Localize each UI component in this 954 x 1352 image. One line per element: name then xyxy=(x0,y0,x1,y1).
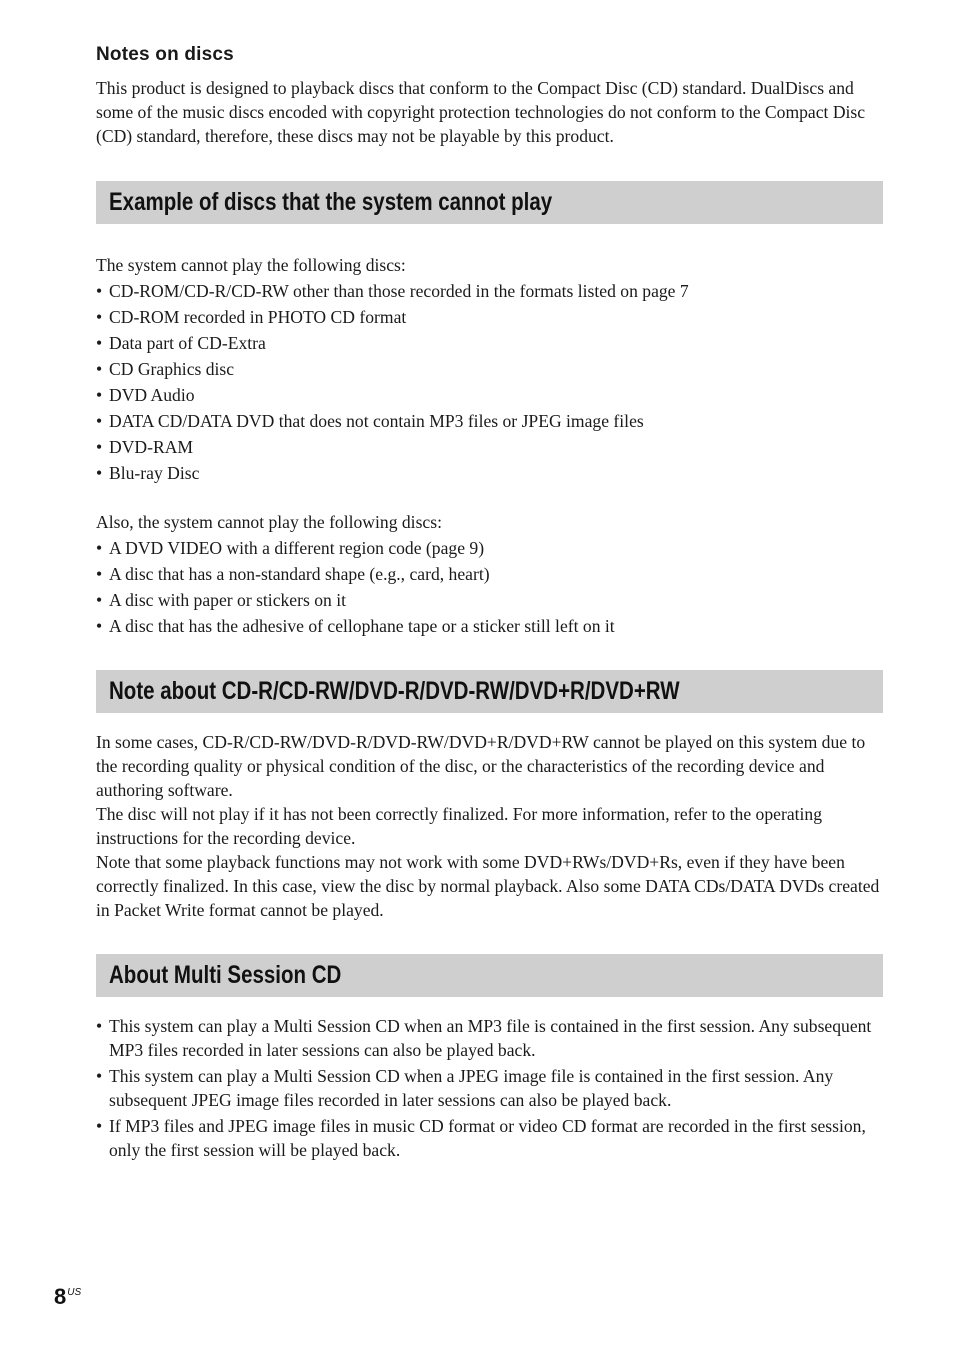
bullet: • xyxy=(96,1116,103,1136)
list-item xyxy=(96,535,883,561)
bullet: • xyxy=(96,1066,103,1086)
list-item xyxy=(96,587,883,613)
list-item xyxy=(96,1014,883,1062)
list-item xyxy=(96,460,883,486)
list-item-text: Data part of CD-Extra xyxy=(109,333,266,353)
list-item-text: DVD Audio xyxy=(109,385,195,405)
page-number xyxy=(54,1284,81,1310)
bullet: • xyxy=(96,307,103,327)
bullet: • xyxy=(96,437,103,457)
page-number-value: 8 xyxy=(54,1284,67,1309)
list-item-text: A disc that has the adhesive of cellophane tape or a sticker still left on it xyxy=(109,616,615,636)
list-item xyxy=(96,382,883,408)
bullet: • xyxy=(96,281,103,301)
list-item xyxy=(96,330,883,356)
bullet: • xyxy=(96,538,103,558)
list-item xyxy=(96,613,883,639)
bullet: • xyxy=(96,359,103,379)
list-item-text: Blu-ray Disc xyxy=(109,463,200,483)
bullet: • xyxy=(96,411,103,431)
recordable-paragraph: The disc will not play if it has not been correctly finalized. For more information, refer to the operating instructions for the recording device. xyxy=(96,804,822,848)
cannot-play-intro: The system cannot play the following discs: xyxy=(96,255,406,275)
page-number-suffix: US xyxy=(67,1287,82,1298)
cannot-play-list xyxy=(96,278,883,486)
bullet: • xyxy=(96,590,103,610)
section-title: Note about CD-R/CD-RW/DVD-R/DVD-RW/DVD+R/DVD+RW xyxy=(109,677,680,705)
notes-heading: Notes on discs xyxy=(96,44,234,65)
list-item-text: A disc that has a non-standard shape (e.g., card, heart) xyxy=(109,564,490,584)
list-item-text: This system can play a Multi Session CD when a JPEG image file is contained in the first session. Any subsequent JPEG image files recorded in later sessions can also be played back. xyxy=(109,1066,834,1110)
list-item xyxy=(96,1064,883,1112)
list-item xyxy=(96,304,883,330)
bullet: • xyxy=(96,333,103,353)
section-title: About Multi Session CD xyxy=(109,961,342,989)
bullet: • xyxy=(96,385,103,405)
list-item xyxy=(96,408,883,434)
recordable-paragraph: Note that some playback functions may not work with some DVD+RWs/DVD+Rs, even if they have been correctly finalized. In this case, view the disc by normal playback. Also some DATA CDs/DATA DVDs created in Packet Write format cannot be played. xyxy=(96,852,880,920)
section-header-recordable xyxy=(96,670,883,713)
list-item-text: CD-ROM/CD-R/CD-RW other than those recorded in the formats listed on page 7 xyxy=(109,281,689,301)
section-title: Example of discs that the system cannot play xyxy=(109,188,553,216)
also-cannot-play-block xyxy=(96,509,883,639)
bullet: • xyxy=(96,1016,103,1036)
list-item-text: DVD-RAM xyxy=(109,437,194,457)
list-item-text: A disc with paper or stickers on it xyxy=(109,590,346,610)
bullet: • xyxy=(96,564,103,584)
bullet: • xyxy=(96,616,103,636)
list-item xyxy=(96,1114,883,1162)
list-item-text: A DVD VIDEO with a different region code (page 9) xyxy=(109,538,485,558)
section-header-multisession xyxy=(96,954,883,997)
list-item-text: This system can play a Multi Session CD when an MP3 file is contained in the first session. Any subsequent MP3 files recorded in later sessions can also be played back. xyxy=(109,1016,872,1060)
multisession-block xyxy=(96,1014,883,1164)
cannot-play-block xyxy=(96,252,883,486)
recordable-paragraph: In some cases, CD-R/CD-RW/DVD-R/DVD-RW/DVD+R/DVD+RW cannot be played on this system due to the recording quality or physical condition of the disc, or the characteristics of the recording device and authoring software. xyxy=(96,732,866,800)
notes-paragraph: This product is designed to playback discs that conform to the Compact Disc (CD) standard. DualDiscs and some of the music discs encoded with copyright protection technologies do not conform to the Compact Disc (CD) standard, therefore, these discs may not be playable by this product. xyxy=(96,78,866,146)
bullet: • xyxy=(96,463,103,483)
list-item xyxy=(96,278,883,304)
list-item-text: DATA CD/DATA DVD that does not contain MP3 files or JPEG image files xyxy=(109,411,644,431)
list-item-text: If MP3 files and JPEG image files in music CD format or video CD format are recorded in the first session, only the first session will be played back. xyxy=(109,1116,866,1160)
list-item xyxy=(96,434,883,460)
list-item-text: CD-ROM recorded in PHOTO CD format xyxy=(109,307,407,327)
multisession-list xyxy=(96,1014,883,1162)
list-item xyxy=(96,356,883,382)
also-intro: Also, the system cannot play the following discs: xyxy=(96,512,442,532)
list-item xyxy=(96,561,883,587)
also-cannot-play-list xyxy=(96,535,883,639)
recordable-block xyxy=(96,730,883,922)
list-item-text: CD Graphics disc xyxy=(109,359,235,379)
section-header-cannot-play xyxy=(96,181,883,224)
